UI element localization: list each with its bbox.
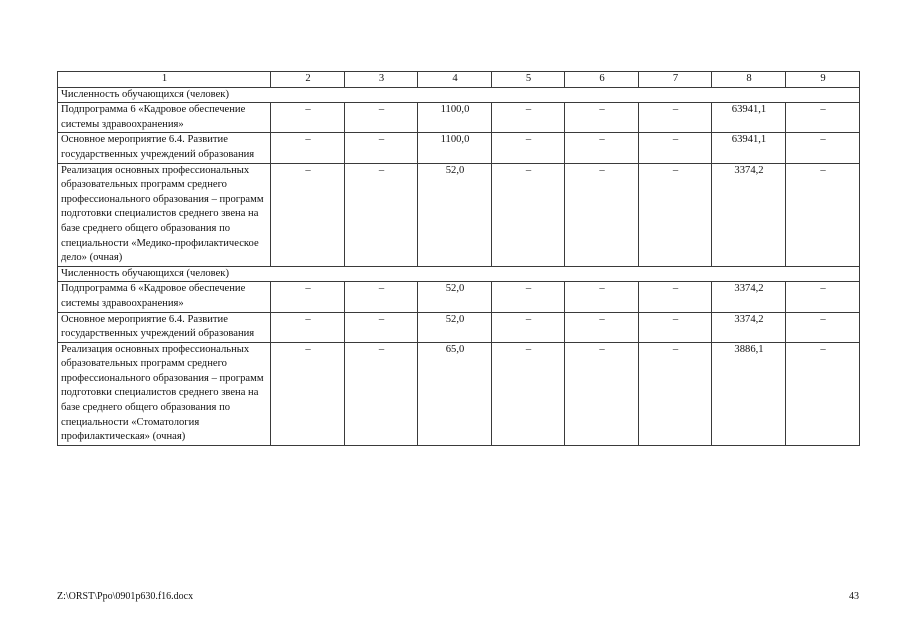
row-name-cell: Основное мероприятие 6.4. Развитие государственных учреждений образования — [58, 133, 271, 163]
footer-file-path: Z:\ORST\Ppo\0901p630.f16.docx — [57, 591, 194, 602]
value-cell: – — [492, 133, 565, 163]
row-name-cell: Подпрограмма 6 «Кадровое обеспечение системы здравоохранения» — [58, 282, 271, 312]
column-header: 1 — [58, 72, 271, 88]
value-cell: – — [492, 342, 565, 445]
value-cell: – — [271, 133, 345, 163]
value-cell: 65,0 — [418, 342, 492, 445]
column-header: 6 — [565, 72, 639, 88]
value-cell: – — [492, 103, 565, 133]
table-row — [58, 342, 860, 445]
value-cell: – — [639, 133, 712, 163]
value-cell: – — [345, 342, 418, 445]
value-cell: – — [271, 282, 345, 312]
column-number-row — [58, 72, 860, 88]
row-name-cell: Основное мероприятие 6.4. Развитие государственных учреждений образования — [58, 312, 271, 342]
section-heading-row — [58, 87, 860, 103]
value-cell: – — [565, 163, 639, 266]
value-cell: – — [786, 133, 860, 163]
column-header: 8 — [712, 72, 786, 88]
value-cell: – — [786, 342, 860, 445]
value-cell: – — [345, 163, 418, 266]
value-cell: 3886,1 — [712, 342, 786, 445]
value-cell: – — [639, 342, 712, 445]
column-header: 5 — [492, 72, 565, 88]
value-cell: – — [565, 103, 639, 133]
value-cell: – — [786, 312, 860, 342]
value-cell: 3374,2 — [712, 312, 786, 342]
value-cell: – — [345, 133, 418, 163]
table-row — [58, 312, 860, 342]
value-cell: 1100,0 — [418, 103, 492, 133]
column-header: 2 — [271, 72, 345, 88]
value-cell: – — [565, 312, 639, 342]
value-cell: – — [492, 282, 565, 312]
table-row — [58, 163, 860, 266]
value-cell: 52,0 — [418, 312, 492, 342]
value-cell: – — [786, 163, 860, 266]
table-body — [58, 72, 860, 446]
row-name-cell: Реализация основных профессиональных образовательных программ среднего профессионального образования – программ подготовки специалистов среднего звена на базе среднего общего образования по специальности «Медико-профилактическое дело» (очная) — [58, 163, 271, 266]
section-heading: Численность обучающихся (человек) — [58, 266, 860, 282]
value-cell: 52,0 — [418, 282, 492, 312]
value-cell: – — [271, 103, 345, 133]
value-cell: – — [786, 282, 860, 312]
value-cell: – — [639, 163, 712, 266]
column-header: 7 — [639, 72, 712, 88]
row-name-cell: Реализация основных профессиональных образовательных программ среднего профессионального образования – программ подготовки специалистов среднего звена на базе среднего общего образования по специальности «Стоматология профилактическая» (очная) — [58, 342, 271, 445]
value-cell: – — [345, 103, 418, 133]
value-cell: – — [345, 282, 418, 312]
row-name-cell: Подпрограмма 6 «Кадровое обеспечение системы здравоохранения» — [58, 103, 271, 133]
value-cell: 1100,0 — [418, 133, 492, 163]
value-cell: – — [639, 282, 712, 312]
value-cell: 3374,2 — [712, 163, 786, 266]
column-header: 9 — [786, 72, 860, 88]
value-cell: – — [786, 103, 860, 133]
value-cell: – — [639, 312, 712, 342]
value-cell: 63941,1 — [712, 103, 786, 133]
section-heading-row — [58, 266, 860, 282]
value-cell: – — [271, 342, 345, 445]
value-cell: 63941,1 — [712, 133, 786, 163]
value-cell: – — [271, 312, 345, 342]
table-row — [58, 133, 860, 163]
value-cell: – — [492, 312, 565, 342]
value-cell: – — [565, 282, 639, 312]
value-cell: – — [492, 163, 565, 266]
table-row — [58, 282, 860, 312]
column-header: 3 — [345, 72, 418, 88]
value-cell: – — [639, 103, 712, 133]
value-cell: 52,0 — [418, 163, 492, 266]
column-header: 4 — [418, 72, 492, 88]
value-cell: – — [565, 133, 639, 163]
value-cell: – — [345, 312, 418, 342]
value-cell: – — [565, 342, 639, 445]
footer-page-number: 43 — [849, 591, 859, 602]
table-row — [58, 103, 860, 133]
value-cell: – — [271, 163, 345, 266]
value-cell: 3374,2 — [712, 282, 786, 312]
section-heading: Численность обучающихся (человек) — [58, 87, 860, 103]
data-table — [57, 71, 860, 446]
